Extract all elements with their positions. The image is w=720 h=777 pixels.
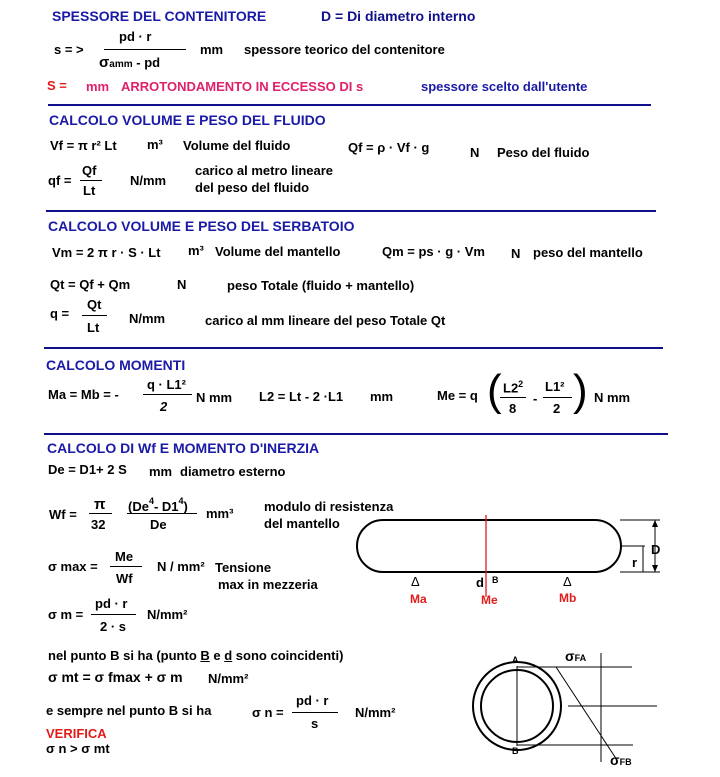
diagram-label-r: r: [632, 555, 638, 570]
diagram-label-Mb: Mb: [559, 591, 577, 605]
ring-label-A: A: [512, 655, 519, 665]
ma-formula-lhs: Ma = Mb = -: [48, 387, 119, 402]
sn-formula-lhs: σ n =: [252, 705, 284, 720]
qf-description: Peso del fluido: [497, 145, 590, 160]
de-formula: De = D1+ 2 S: [48, 462, 127, 477]
s-formula-numerator: pd · r: [119, 29, 152, 44]
q-linear-description: carico al mm lineare del peso Totale Qt: [205, 313, 446, 328]
section-title-momenti: CALCOLO MOMENTI: [46, 357, 186, 373]
sm-numerator: pd · r: [95, 596, 128, 611]
s-chosen-lhs: S =: [47, 78, 67, 93]
wf-desc-2: del mantello: [264, 516, 340, 531]
qf-linear-desc-1: carico al metro lineare: [195, 163, 334, 178]
wf-unit: mm³: [206, 506, 234, 521]
section-title-serbatoio: CALCOLO VOLUME E PESO DEL SERBATOIO: [48, 218, 355, 234]
sempre-note: e sempre nel punto B si ha: [46, 703, 212, 718]
delta-right-icon: Δ: [563, 574, 572, 589]
qt-unit: N: [177, 277, 187, 292]
me-open-paren: (: [487, 366, 502, 415]
smax-unit: N / mm²: [157, 559, 205, 574]
ma-unit: N mm: [196, 390, 233, 405]
me-numerator-1: $L2^2$: [503, 379, 524, 396]
vf-formula: Vf = π r² Lt: [50, 138, 117, 153]
sn-unit: N/mm²: [355, 705, 396, 720]
me-close-paren: ): [573, 366, 588, 415]
qf-linear-denominator: Lt: [83, 183, 96, 198]
smax-numerator: Me: [115, 549, 134, 564]
stress-diagonal: [556, 667, 617, 760]
wf-pi: π: [94, 496, 106, 513]
qm-formula: Qm = ps · g · Vm: [382, 244, 485, 259]
qm-unit: N: [511, 246, 521, 261]
qf-linear-unit: N/mm: [130, 173, 167, 188]
de-unit: mm: [149, 464, 173, 479]
l2-formula: L2 = Lt - 2 ·L1: [259, 389, 344, 404]
diagram-label-d: d: [476, 575, 484, 590]
me-formula-lhs: Me = q: [437, 388, 478, 403]
s-formula-lhs: s = >: [54, 42, 84, 57]
qf-formula: Qf = ρ · Vf · g: [348, 140, 430, 155]
smt-formula: σ mt = σ fmax + σ m: [48, 669, 183, 685]
sm-unit: N/mm²: [147, 607, 188, 622]
ring-label-B: B: [512, 746, 519, 756]
verifica-check: σ n > σ mt: [46, 741, 110, 756]
verifica-heading: VERIFICA: [46, 726, 107, 741]
smax-desc-1: Tensione: [215, 560, 272, 575]
wf-formula-lhs: Wf =: [49, 507, 77, 522]
sm-formula-lhs: σ m =: [48, 607, 84, 622]
qf-linear-lhs: qf =: [48, 173, 72, 188]
s-chosen-description: spessore scelto dall'utente: [421, 79, 588, 94]
section-title-fluido: CALCOLO VOLUME E PESO DEL FLUIDO: [49, 112, 326, 128]
me-minus: -: [533, 391, 538, 406]
q-linear-lhs: q =: [50, 306, 70, 321]
qm-description: peso del mantello: [533, 245, 643, 260]
arrowhead: [652, 565, 658, 572]
vm-unit: m³: [188, 243, 204, 258]
point-b-note: nel punto B si ha (punto B e d sono coincidenti): [48, 648, 344, 663]
sm-denominator: 2 · s: [100, 619, 127, 634]
s-chosen-unit: mm: [86, 79, 110, 94]
wf-desc-1: modulo di resistenza: [264, 499, 394, 514]
vf-unit: m³: [147, 137, 163, 152]
vf-description: Volume del fluido: [183, 138, 291, 153]
qt-formula: Qt = Qf + Qm: [50, 277, 131, 292]
s-formula-unit: mm: [200, 42, 224, 57]
me-denominator-2: 2: [553, 401, 561, 416]
smax-desc-2: max in mezzeria: [218, 577, 318, 592]
section-title-wf: CALCOLO DI Wf E MOMENTO D'INERZIA: [47, 440, 320, 456]
vm-formula: Vm = 2 π r · S · Lt: [52, 245, 161, 260]
me-numerator-2: L1²: [545, 379, 565, 394]
diagram-label-Ma: Ma: [410, 592, 427, 606]
diagram-label-Me: Me: [481, 593, 498, 607]
smax-formula-lhs: σ max =: [48, 559, 98, 574]
ma-denominator: 2: [160, 399, 168, 414]
section-title-spessore: SPESSORE DEL CONTENITORE: [52, 8, 267, 24]
sn-numerator: pd · r: [296, 693, 329, 708]
me-unit: N mm: [594, 390, 631, 405]
qf-unit: N: [470, 145, 480, 160]
s-formula-denominator: σamm - pd: [99, 54, 161, 71]
sigma-fb-label: σFB: [610, 752, 632, 768]
tank-side-view: [357, 520, 621, 572]
delta-left-icon: Δ: [411, 574, 420, 589]
l2-unit: mm: [370, 389, 394, 404]
sn-denominator: s: [311, 716, 319, 731]
q-linear-numerator: Qt: [87, 297, 102, 312]
vm-description: Volume del mantello: [215, 244, 341, 259]
wf-32: 32: [91, 517, 106, 532]
wf-denominator: De: [150, 517, 167, 532]
s-formula-description: spessore teorico del contenitore: [244, 42, 445, 57]
smax-denominator: Wf: [116, 571, 133, 586]
me-denominator-1: 8: [509, 401, 517, 416]
arrowhead: [652, 520, 658, 527]
diagram-label-D: D: [651, 542, 661, 557]
de-description: diametro esterno: [180, 464, 286, 479]
q-linear-denominator: Lt: [87, 320, 100, 335]
sigma-fa-label: σFA: [565, 648, 587, 664]
d-definition: D = Di diametro interno: [321, 8, 476, 24]
qf-linear-desc-2: del peso del fluido: [195, 180, 310, 195]
qf-linear-numerator: Qf: [82, 163, 97, 178]
smt-unit: N/mm²: [208, 671, 249, 686]
qt-description: peso Totale (fluido + mantello): [227, 278, 415, 293]
q-linear-unit: N/mm: [129, 311, 166, 326]
wf-numerator: (De$^4$- $D1^4$): [128, 496, 188, 514]
ma-numerator: q · L1²: [147, 377, 186, 392]
s-rounding-note: ARROTONDAMENTO IN ECCESSO DI s: [121, 79, 364, 94]
diagram-label-B: B: [492, 575, 499, 585]
